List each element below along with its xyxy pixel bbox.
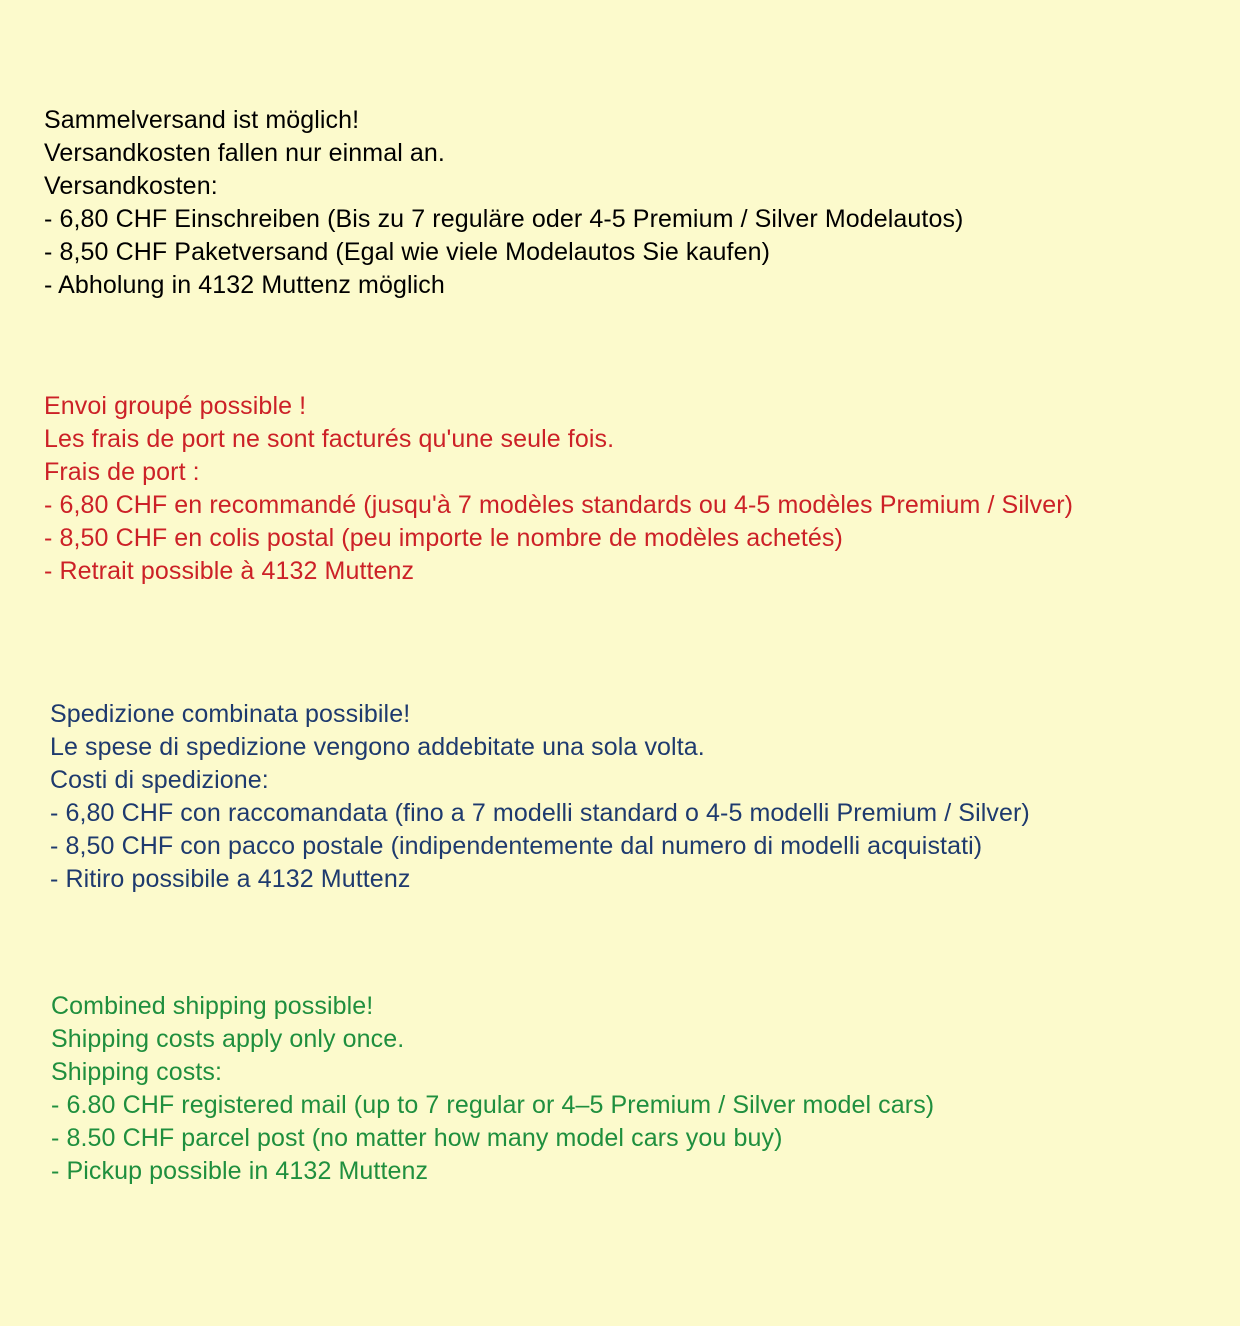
text-line: - Ritiro possibile a 4132 Muttenz [50,865,411,893]
shipping-info-section-german [44,104,964,302]
text-line: - Retrait possible à 4132 Muttenz [44,557,415,585]
shipping-info-section-italian [50,698,1030,896]
text-line: Shipping costs apply only once. [51,1025,405,1053]
text-line: Les frais de port ne sont facturés qu'une seule fois. [44,425,615,453]
text-line: - 6,80 CHF con raccomandata (fino a 7 modelli standard o 4-5 modelli Premium / Silver) [50,799,1030,827]
text-line: Shipping costs: [51,1058,223,1086]
text-line: - 6,80 CHF Einschreiben (Bis zu 7 reguläre oder 4-5 Premium / Silver Modelautos) [44,205,964,233]
text-line: - 6.80 CHF registered mail (up to 7 regular or 4–5 Premium / Silver model cars) [51,1091,935,1119]
text-line: Combined shipping possible! [51,992,374,1020]
text-line: Spedizione combinata possibile! [50,700,411,728]
text-line: Le spese di spedizione vengono addebitate una sola volta. [50,733,705,761]
text-line: - Abholung in 4132 Muttenz möglich [44,271,445,299]
text-line: Versandkosten fallen nur einmal an. [44,139,445,167]
shipping-info-section-french [44,390,1073,588]
text-line: Frais de port : [44,458,200,486]
text-line: Envoi groupé possible ! [44,392,307,420]
text-line: - 8.50 CHF parcel post (no matter how many model cars you buy) [51,1124,783,1152]
shipping-info-section-english [51,990,934,1188]
text-line: - 8,50 CHF con pacco postale (indipendentemente dal numero di modelli acquistati) [50,832,983,860]
text-line: - 8,50 CHF en colis postal (peu importe le nombre de modèles achetés) [44,524,843,552]
text-line: - 6,80 CHF en recommandé (jusqu'à 7 modèles standards ou 4-5 modèles Premium / Silver) [44,491,1074,519]
text-line: Versandkosten: [44,172,218,200]
text-line: Sammelversand ist möglich! [44,106,360,134]
text-line: - 8,50 CHF Paketversand (Egal wie viele Modelautos Sie kaufen) [44,238,770,266]
text-line: Costi di spedizione: [50,766,269,794]
text-line: - Pickup possible in 4132 Muttenz [51,1157,429,1185]
